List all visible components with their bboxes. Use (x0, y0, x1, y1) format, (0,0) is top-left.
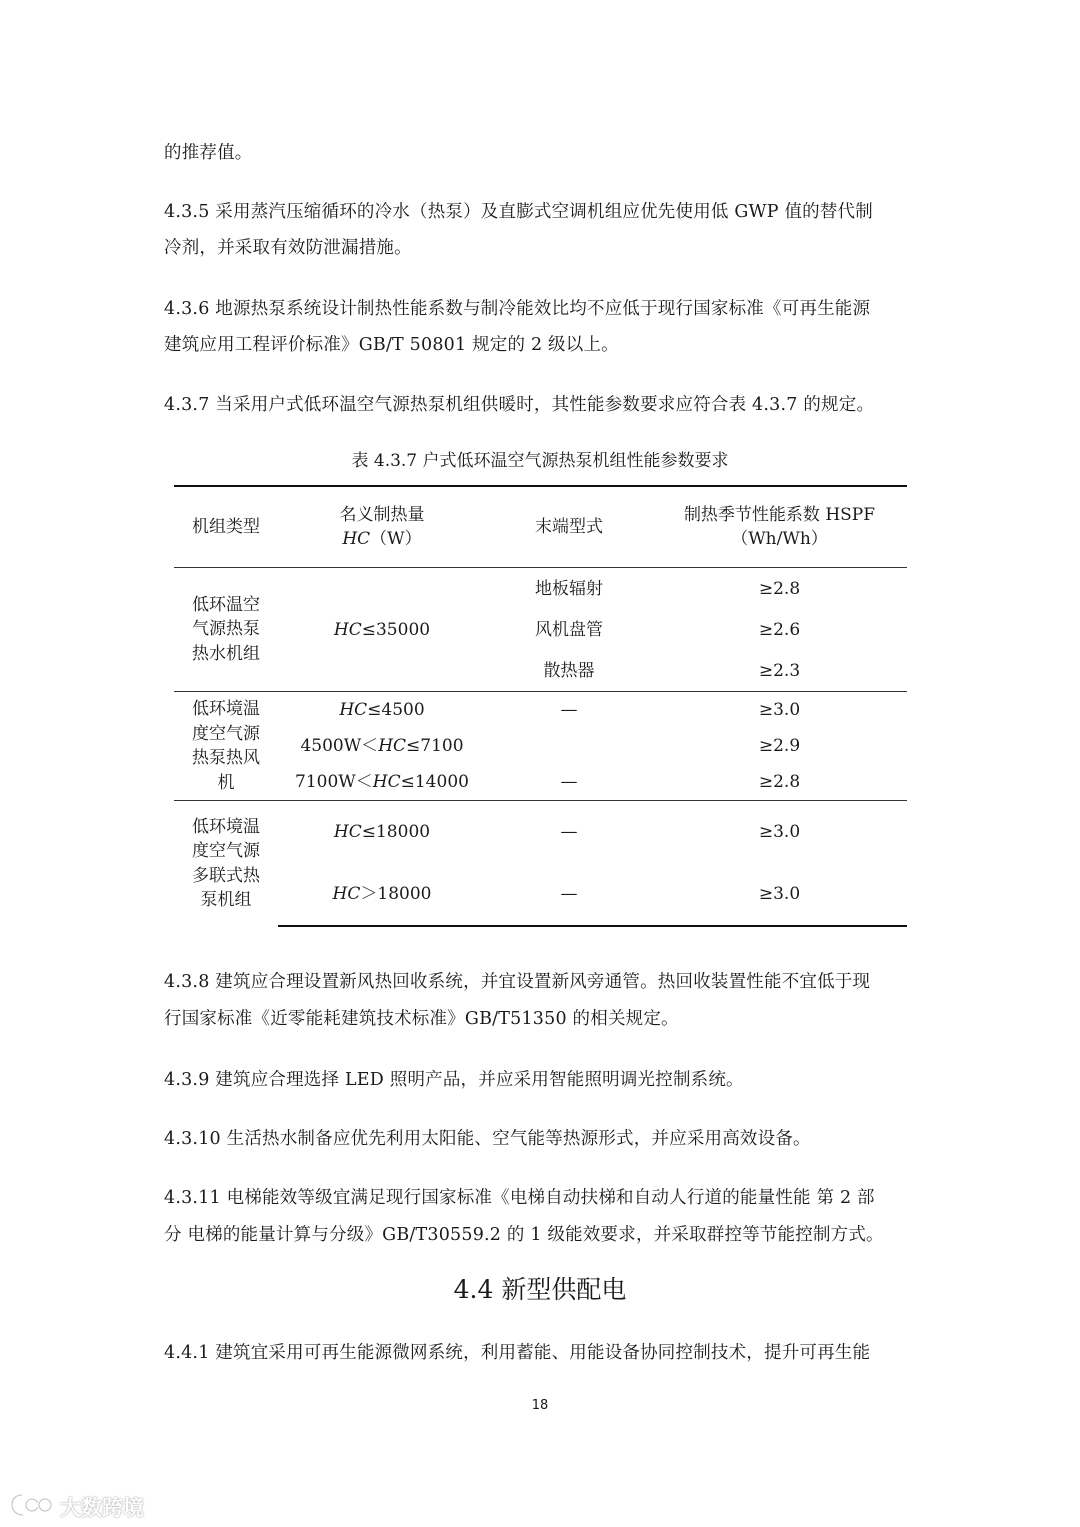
table-row (174, 728, 907, 764)
capacity-cell (278, 728, 486, 764)
header-terminal-type: 末端型式 (486, 486, 652, 568)
table-row (174, 764, 907, 801)
header-cap-line2 (278, 527, 486, 551)
page-number: 18 (531, 1398, 549, 1413)
hspf-cell: ≥3.0 (652, 692, 907, 729)
clause-4-3-5-line2: 冷剂，并采取有效防泄漏措施。 (164, 238, 412, 258)
type-line: 泵机组 (200, 890, 252, 910)
capacity-cell (278, 801, 486, 864)
hspf-cell: ≥2.8 (758, 772, 801, 792)
clause-4-3-11-line2: 分 电梯的能量计算与分级》GB/T30559.2 的 1 级能效要求，并采取群控等节能控制方式。 (164, 1225, 884, 1245)
clause-4-3-9: 4.3.9 建筑应合理选择 LED 照明产品，并应采用智能照明调光控制系统。 (164, 1070, 744, 1090)
performance-table (174, 485, 907, 927)
section-heading: 4.4 新型供配电 (453, 1275, 627, 1304)
type-line: 多联式热 (192, 865, 260, 886)
type-line: 机 (217, 772, 235, 793)
hspf-cell: ≥2.3 (758, 660, 801, 681)
terminal-cell: 风机盘管 (535, 619, 603, 640)
terminal-cell: — (560, 772, 578, 792)
hspf-cell: ≥3.0 (652, 863, 907, 926)
header-hspf (652, 486, 907, 568)
clause-4-3-5-line1: 4.3.5 采用蒸汽压缩循环的冷水（热泵）及直膨式空调机组应优先使用低 GWP 值的替代制 (164, 202, 873, 222)
watermark-text: 大数跨境 (60, 1496, 144, 1520)
hspf-cell: ≥2.9 (758, 736, 801, 756)
cap-hc: HC (333, 822, 362, 842)
cap-value: ≤35000 (361, 619, 431, 640)
hspf-cell: ≥3.0 (652, 801, 907, 864)
table-row (174, 692, 907, 729)
terminal-cell: 散热器 (543, 660, 595, 681)
cap-hc: HC (332, 884, 361, 904)
cap-value: ≤14000 (400, 772, 469, 792)
clause-4-3-8-line1: 4.3.8 建筑应合理设置新风热回收系统，并宜设置新风旁通管。热回收装置性能不宜低于现 (164, 972, 871, 992)
table-row (174, 863, 907, 926)
type-line: 低环温空 (192, 594, 260, 615)
clause-4-3-8-line2: 行国家标准《近零能耗建筑技术标准》GB/T51350 的相关规定。 (164, 1009, 679, 1029)
clause-4-3-11-line1: 4.3.11 电梯能效等级宜满足现行国家标准《电梯自动扶梯和自动人行道的能量性能 第 2 部 (164, 1188, 875, 1208)
clause-4-3-6-line2: 建筑应用工程评价标准》GB/T 50801 规定的 2 级以上。 (164, 335, 619, 355)
group2-type (174, 692, 278, 801)
cap-prefix: 4500W＜ (300, 736, 379, 756)
capacity-cell (278, 692, 486, 729)
header-hspf-line2: （Wh/Wh） (731, 529, 828, 549)
table-row (174, 801, 907, 864)
header-heating-capacity (278, 486, 486, 568)
clause-4-3-10: 4.3.10 生活热水制备应优先利用太阳能、空气能等热源形式，并应采用高效设备。 (164, 1129, 811, 1149)
type-line: 热泵热风 (192, 748, 260, 768)
type-line: 度空气源 (192, 723, 260, 744)
terminal-cell: — (486, 863, 652, 926)
type-line: 热水机组 (192, 643, 260, 664)
clause-4-3-6-line1: 4.3.6 地源热泵系统设计制热性能系数与制冷能效比均不应低于现行国家标准《可再生能源 (164, 299, 871, 319)
terminal-cell: 地板辐射 (535, 578, 603, 599)
cap-hc: HC (372, 772, 401, 792)
table-row (174, 568, 907, 610)
cap-prefix: 7100W＜ (295, 772, 373, 792)
header-hspf-line1: 制热季节性能系数 HSPF (683, 505, 876, 525)
table-header-row (174, 486, 907, 568)
terminal-cell: — (486, 801, 652, 864)
type-line: 低环境温 (192, 816, 260, 837)
watermark-logo-icon (10, 1492, 54, 1522)
terminal-cell (486, 728, 652, 764)
header-cap-line1: 名义制热量 (339, 505, 425, 525)
capacity-cell (278, 863, 486, 926)
paragraph-text: 的推荐值。 (164, 143, 253, 163)
type-line: 气源热泵 (192, 619, 260, 640)
group1-type (174, 568, 278, 692)
clause-4-4-1: 4.4.1 建筑宜采用可再生能源微网系统，利用蓄能、用能设备协同控制技术，提升可再生能 (164, 1343, 871, 1363)
capacity-cell (278, 764, 486, 801)
watermark (10, 1492, 144, 1522)
hspf-cell: ≥2.6 (758, 619, 801, 640)
group3-type (174, 801, 278, 927)
cap-value: ≤7100 (406, 736, 464, 756)
table-caption: 表 4.3.7 户式低环温空气源热泵机组性能参数要求 (351, 451, 729, 471)
hspf-cell: ≥2.8 (758, 578, 801, 599)
header-unit-type: 机组类型 (174, 486, 278, 568)
group1-capacity (278, 568, 486, 692)
cap-value: ≤18000 (361, 822, 431, 842)
clause-4-3-7: 4.3.7 当采用户式低环温空气源热泵机组供暖时，其性能参数要求应符合表 4.3.7 的规定。 (164, 395, 875, 415)
header-cap-unit: （W） (370, 529, 422, 549)
header-cap-hc: HC (342, 529, 371, 549)
cap-hc: HC (333, 619, 362, 640)
type-line: 低环境温 (192, 699, 260, 719)
terminal-cell: — (486, 692, 652, 729)
cap-hc: HC (339, 700, 368, 720)
type-line: 度空气源 (192, 841, 260, 861)
cap-value: ＞18000 (360, 884, 432, 904)
cap-value: ≤4500 (367, 700, 425, 720)
cap-hc: HC (378, 736, 407, 756)
